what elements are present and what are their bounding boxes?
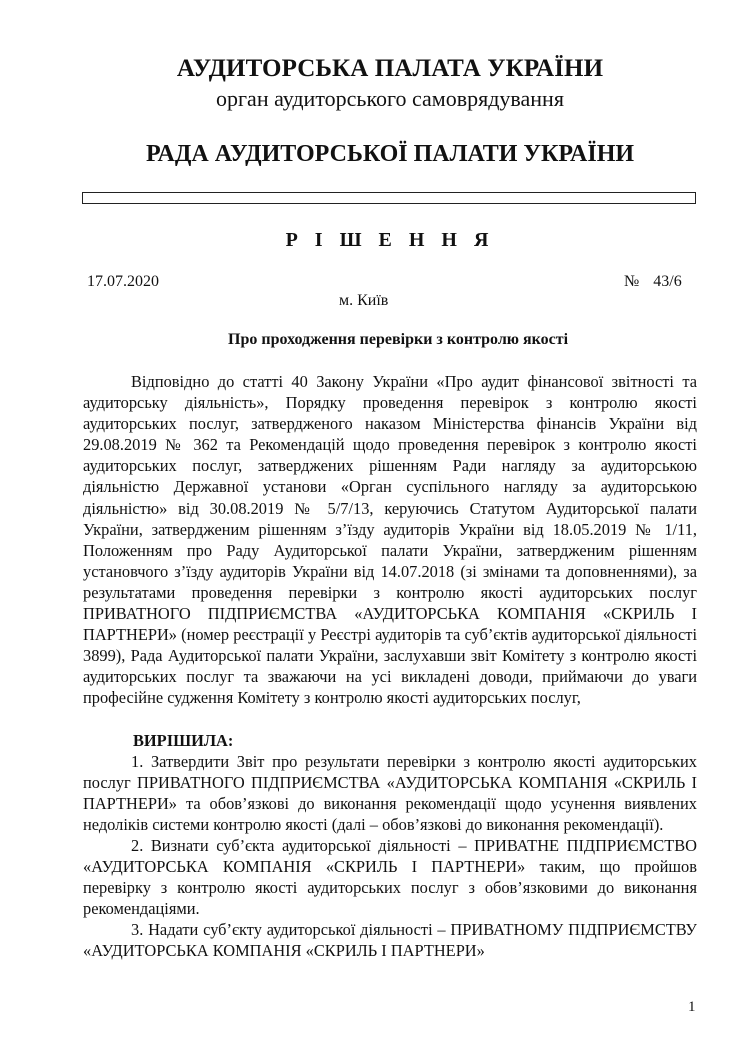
decision-date: 17.07.2020	[87, 273, 159, 290]
decision-city: м. Київ	[339, 292, 389, 309]
decision-number	[624, 272, 682, 292]
resolution-item-3: 3. Надати суб’єкту аудиторської діяльності – ПРИВАТНОМУ ПІДПРИЄМСТВУ «АУДИТОРСЬКА КОМПАНІЯ «СКРИЛЬ І ПАРТНЕРИ»	[83, 920, 697, 961]
resolved-label: ВИРІШИЛА:	[133, 730, 234, 750]
organization-subtitle: орган аудиторського самоврядування	[216, 86, 564, 111]
document-type-heading: Р І Ш Е Н Н Я	[285, 229, 495, 251]
decision-subject: Про проходження перевірки з контролю якості	[228, 331, 569, 348]
resolution-item-1: 1. Затвердити Звіт про результати перевірки з контролю якості аудиторських послуг ПРИВАТНОГО ПІДПРИЄМСТВА «АУДИТОРСЬКА КОМПАНІЯ «СКРИЛЬ І ПАРТНЕРИ» та обов’язкові до виконання рекомендації щодо усунення виявлених недоліків системи контролю якості (далі – обов’язкові до виконання рекомендації).	[83, 751, 697, 834]
page-number: 1	[688, 999, 696, 1015]
organization-title: АУДИТОРСЬКА ПАЛАТА УКРАЇНИ	[176, 55, 604, 82]
document-body	[83, 371, 697, 962]
header-divider	[82, 192, 696, 204]
resolution-item-2: 2. Визнати суб’єкта аудиторської діяльності – ПРИВАТНЕ ПІДПРИЄМСТВО «АУДИТОРСЬКА КОМПАНІЯ «СКРИЛЬ І ПАРТНЕРИ» таким, що пройшов перевірку з контролю якості аудиторських послуг з обов’язковими до виконання рекомендаціями.	[83, 835, 697, 919]
number-value: 43/6	[653, 273, 682, 290]
number-symbol: №	[624, 273, 640, 290]
council-title: РАДА АУДИТОРСЬКОЇ ПАЛАТИ УКРАЇНИ	[145, 141, 635, 167]
preamble-paragraph: Відповідно до статті 40 Закону України «Про аудит фінансової звітності та аудиторську діяльність», Порядку проведення перевірок з контролю якості аудиторських послуг, затвердженого наказом Міністерства фінансів України від 29.08.2019 № 362 та Рекомендацій щодо проведення перевірок з контролю якості аудиторських послуг, затверджених рішенням Ради нагляду за аудиторською діяльністю Державної установи «Орган суспільного нагляду за аудиторською діяльністю» від 30.08.2019 № 5/7/13, керуючись Статутом Аудиторської палати України, затвердженим рішенням з’їзду аудиторів України від 18.05.2019 № 1/11, Положенням про Раду Аудиторської палати України, затвердженим рішенням установчого з’їзду аудиторів України від 14.07.2018 (зі змінами та доповненнями), за результатами проведення перевірки з контролю якості аудиторських послуг ПРИВАТНОГО ПІДПРИЄМСТВА «АУДИТОРСЬКА КОМПАНІЯ «СКРИЛЬ І ПАРТНЕРИ» (номер реєстрації у Реєстрі аудиторів та суб’єктів аудиторської діяльності 3899), Рада Аудиторської палати України, заслухавши звіт Комітету з контролю якості аудиторських послуг та зважаючи на усі викладені доводи, приймаючи до уваги професійне судження Комітету з контролю якості аудиторських послуг,	[83, 372, 697, 708]
